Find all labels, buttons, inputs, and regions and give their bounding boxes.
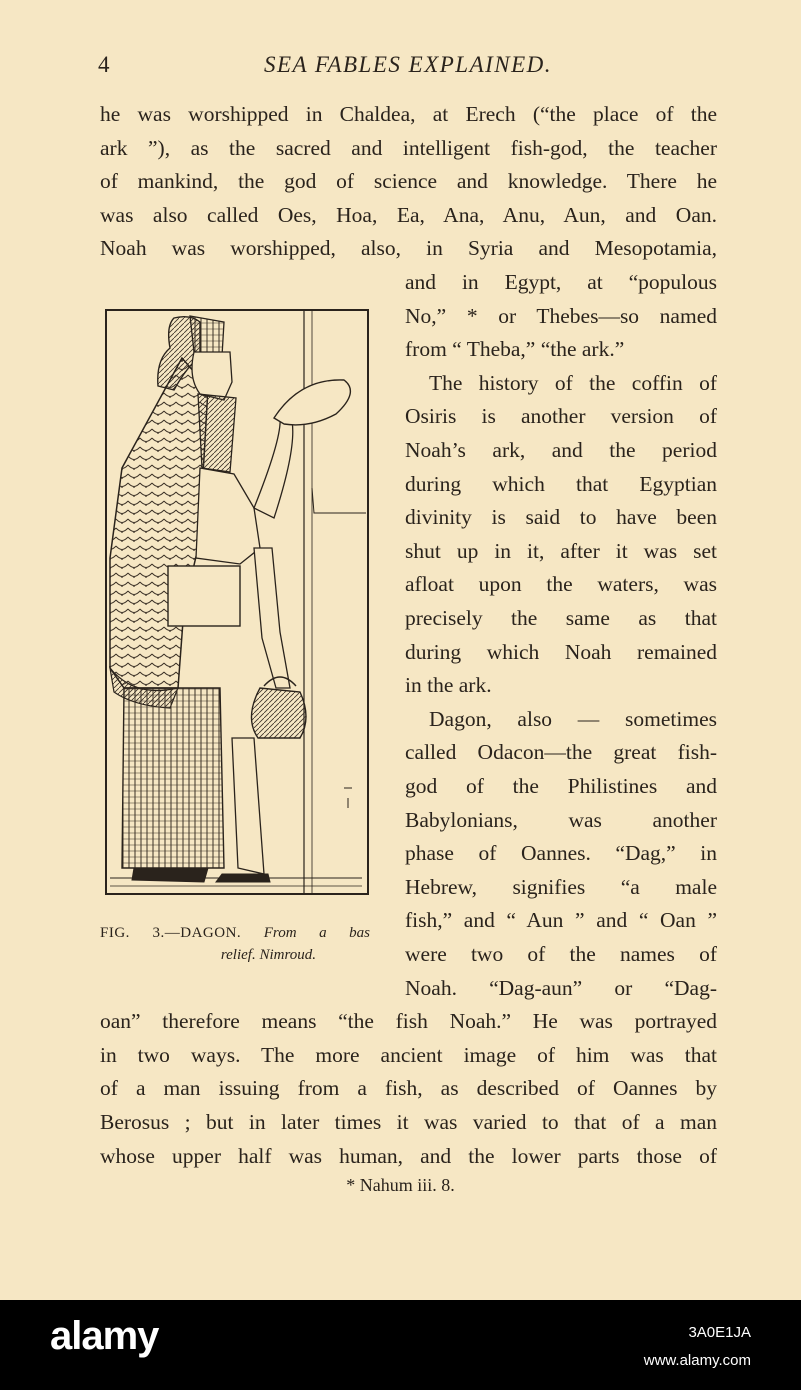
page-header: [98, 52, 718, 82]
text-line: Berosus ; but in later times it was varied to that of a man: [100, 1110, 717, 1134]
footnote: * Nahum iii. 8.: [346, 1175, 455, 1195]
image-code: 3A0E1JA: [688, 1324, 751, 1341]
text-line: god of the Philistines and: [405, 774, 717, 798]
text-line: fish,” and “ Aun ” and “ Oan ”: [405, 908, 717, 933]
text-line: of a man issuing from a fish, as described of Oannes by: [100, 1076, 717, 1101]
text-line: Noah’s ark, and the period: [405, 438, 717, 462]
text-line: ark ”), as the sacred and intelligent fish-god, the teacher: [100, 135, 717, 160]
text-line: Babylonians, was another: [405, 807, 717, 832]
text-line: called Odacon—the great fish-: [405, 740, 717, 765]
caption-source: From a bas: [263, 925, 371, 941]
page-number: 4: [98, 52, 110, 77]
caption-line-1: [100, 922, 370, 944]
caption-line-2: relief. Nimroud.: [220, 947, 316, 963]
text-line: during which Noah remained: [405, 639, 717, 664]
text-line: during which that Egyptian: [405, 471, 717, 496]
text-line: oan” therefore means “the fish Noah.” He was portrayed: [100, 1009, 717, 1034]
text-line: Noah. “Dag-aun” or “Dag-: [405, 975, 717, 1000]
text-line: he was worshipped in Chaldea, at Erech (“the place of the: [100, 102, 717, 126]
figure-number: 3.—DAGON.: [152, 925, 242, 941]
text-line: phase of Oannes. “Dag,” in: [405, 841, 717, 866]
text-line: shut up in it, after it was set: [405, 538, 717, 563]
alamy-logo: alamy: [50, 1314, 159, 1358]
text-line: afloat upon the waters, was: [405, 572, 717, 597]
figure-label: FIG.: [100, 925, 130, 941]
text-line: was also called Oes, Hoa, Ea, Ana, Anu, Aun, and Oan.: [100, 202, 717, 227]
text-line: Hebrew, signifies “a male: [405, 874, 717, 899]
text-line: from “ Theba,” “the ark.”: [405, 337, 625, 362]
text-line: in the ark.: [405, 673, 492, 698]
text-line: and in Egypt, at “populous: [405, 270, 717, 294]
figure-caption: [100, 922, 370, 966]
text-line: Noah was worshipped, also, in Syria and Mesopotamia,: [100, 236, 717, 261]
text-line: precisely the same as that: [405, 606, 717, 630]
text-line: Osiris is another version of: [405, 404, 717, 429]
dagon-bas-relief-illustration: [104, 308, 370, 916]
text-line: Dagon, also — sometimes: [429, 706, 717, 731]
text-line: whose upper half was human, and the lower parts those of: [100, 1143, 717, 1168]
text-line: No,” * or Thebes—so named: [405, 303, 717, 328]
text-line: in two ways. The more ancient image of him was that: [100, 1042, 717, 1067]
text-line: divinity is said to have been: [405, 505, 717, 530]
text-line: were two of the names of: [405, 942, 717, 966]
watermark-footer: [0, 1300, 801, 1390]
text-line: The history of the coffin of: [429, 370, 717, 395]
text-line: of mankind, the god of science and knowledge. There he: [100, 169, 717, 194]
site-url: www.alamy.com: [643, 1352, 751, 1369]
running-title: SEA FABLES EXPLAINED.: [263, 52, 553, 77]
